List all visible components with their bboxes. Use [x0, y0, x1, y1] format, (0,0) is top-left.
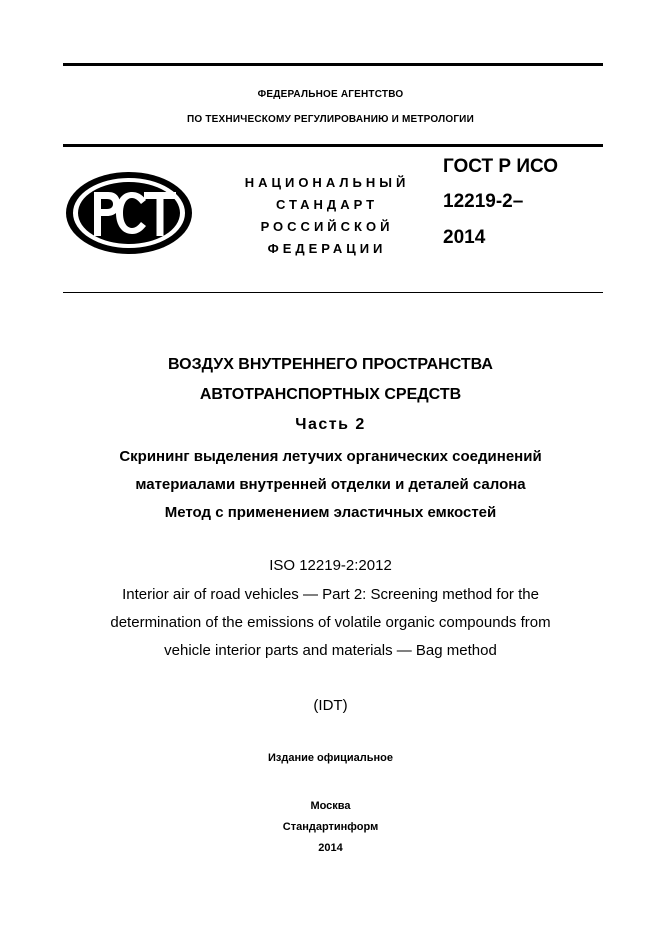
- subtitle-line-2: материалами внутренней отделки и деталей салона: [135, 476, 526, 493]
- iso-title-line-3: vehicle interior parts and materials — Bag method: [164, 642, 497, 659]
- part-label: Часть 2: [295, 416, 366, 433]
- agency-line-1: ФЕДЕРАЛЬНОЕ АГЕНТСТВО: [257, 89, 404, 100]
- idt-label: (IDT): [313, 697, 348, 714]
- edition-label: Издание официальное: [267, 752, 394, 764]
- national-standard-line-1: НАЦИОНАЛЬНЫЙ: [244, 175, 410, 190]
- mid-rule: [63, 292, 603, 293]
- national-standard-line-4: ФЕДЕРАЦИИ: [267, 241, 387, 256]
- footer-city: Москва: [310, 800, 351, 812]
- footer-year: 2014: [318, 842, 343, 854]
- top-rule: [63, 63, 603, 66]
- designation-line-1: ГОСТ Р ИСО: [443, 156, 559, 177]
- national-standard-line-2: СТАНДАРТ: [275, 197, 379, 212]
- iso-title-line-1: Interior air of road vehicles — Part 2: Screening method for the: [122, 586, 539, 603]
- designation-line-3: 2014: [443, 227, 486, 248]
- title-line-1: ВОЗДУХ ВНУТРЕННЕГО ПРОСТРАНСТВА: [168, 356, 493, 373]
- iso-number: ISO 12219-2:2012: [269, 557, 392, 574]
- subtitle-line-1: Скрининг выделения летучих органических соединений: [119, 448, 542, 465]
- footer-publisher: Стандартинформ: [282, 821, 379, 833]
- header-rule: [63, 144, 603, 147]
- title-line-2: АВТОТРАНСПОРТНЫХ СРЕДСТВ: [199, 386, 462, 403]
- rst-logo-icon: [64, 170, 194, 256]
- agency-line-2: ПО ТЕХНИЧЕСКОМУ РЕГУЛИРОВАНИЮ И МЕТРОЛОГИИ: [187, 114, 474, 125]
- national-standard-line-3: РОССИЙСКОЙ: [260, 219, 394, 234]
- designation-line-2: 12219-2–: [443, 191, 524, 212]
- iso-title-line-2: determination of the emissions of volatile organic compounds from: [110, 614, 551, 631]
- subtitle-line-3: Метод с применением эластичных емкостей: [164, 504, 497, 521]
